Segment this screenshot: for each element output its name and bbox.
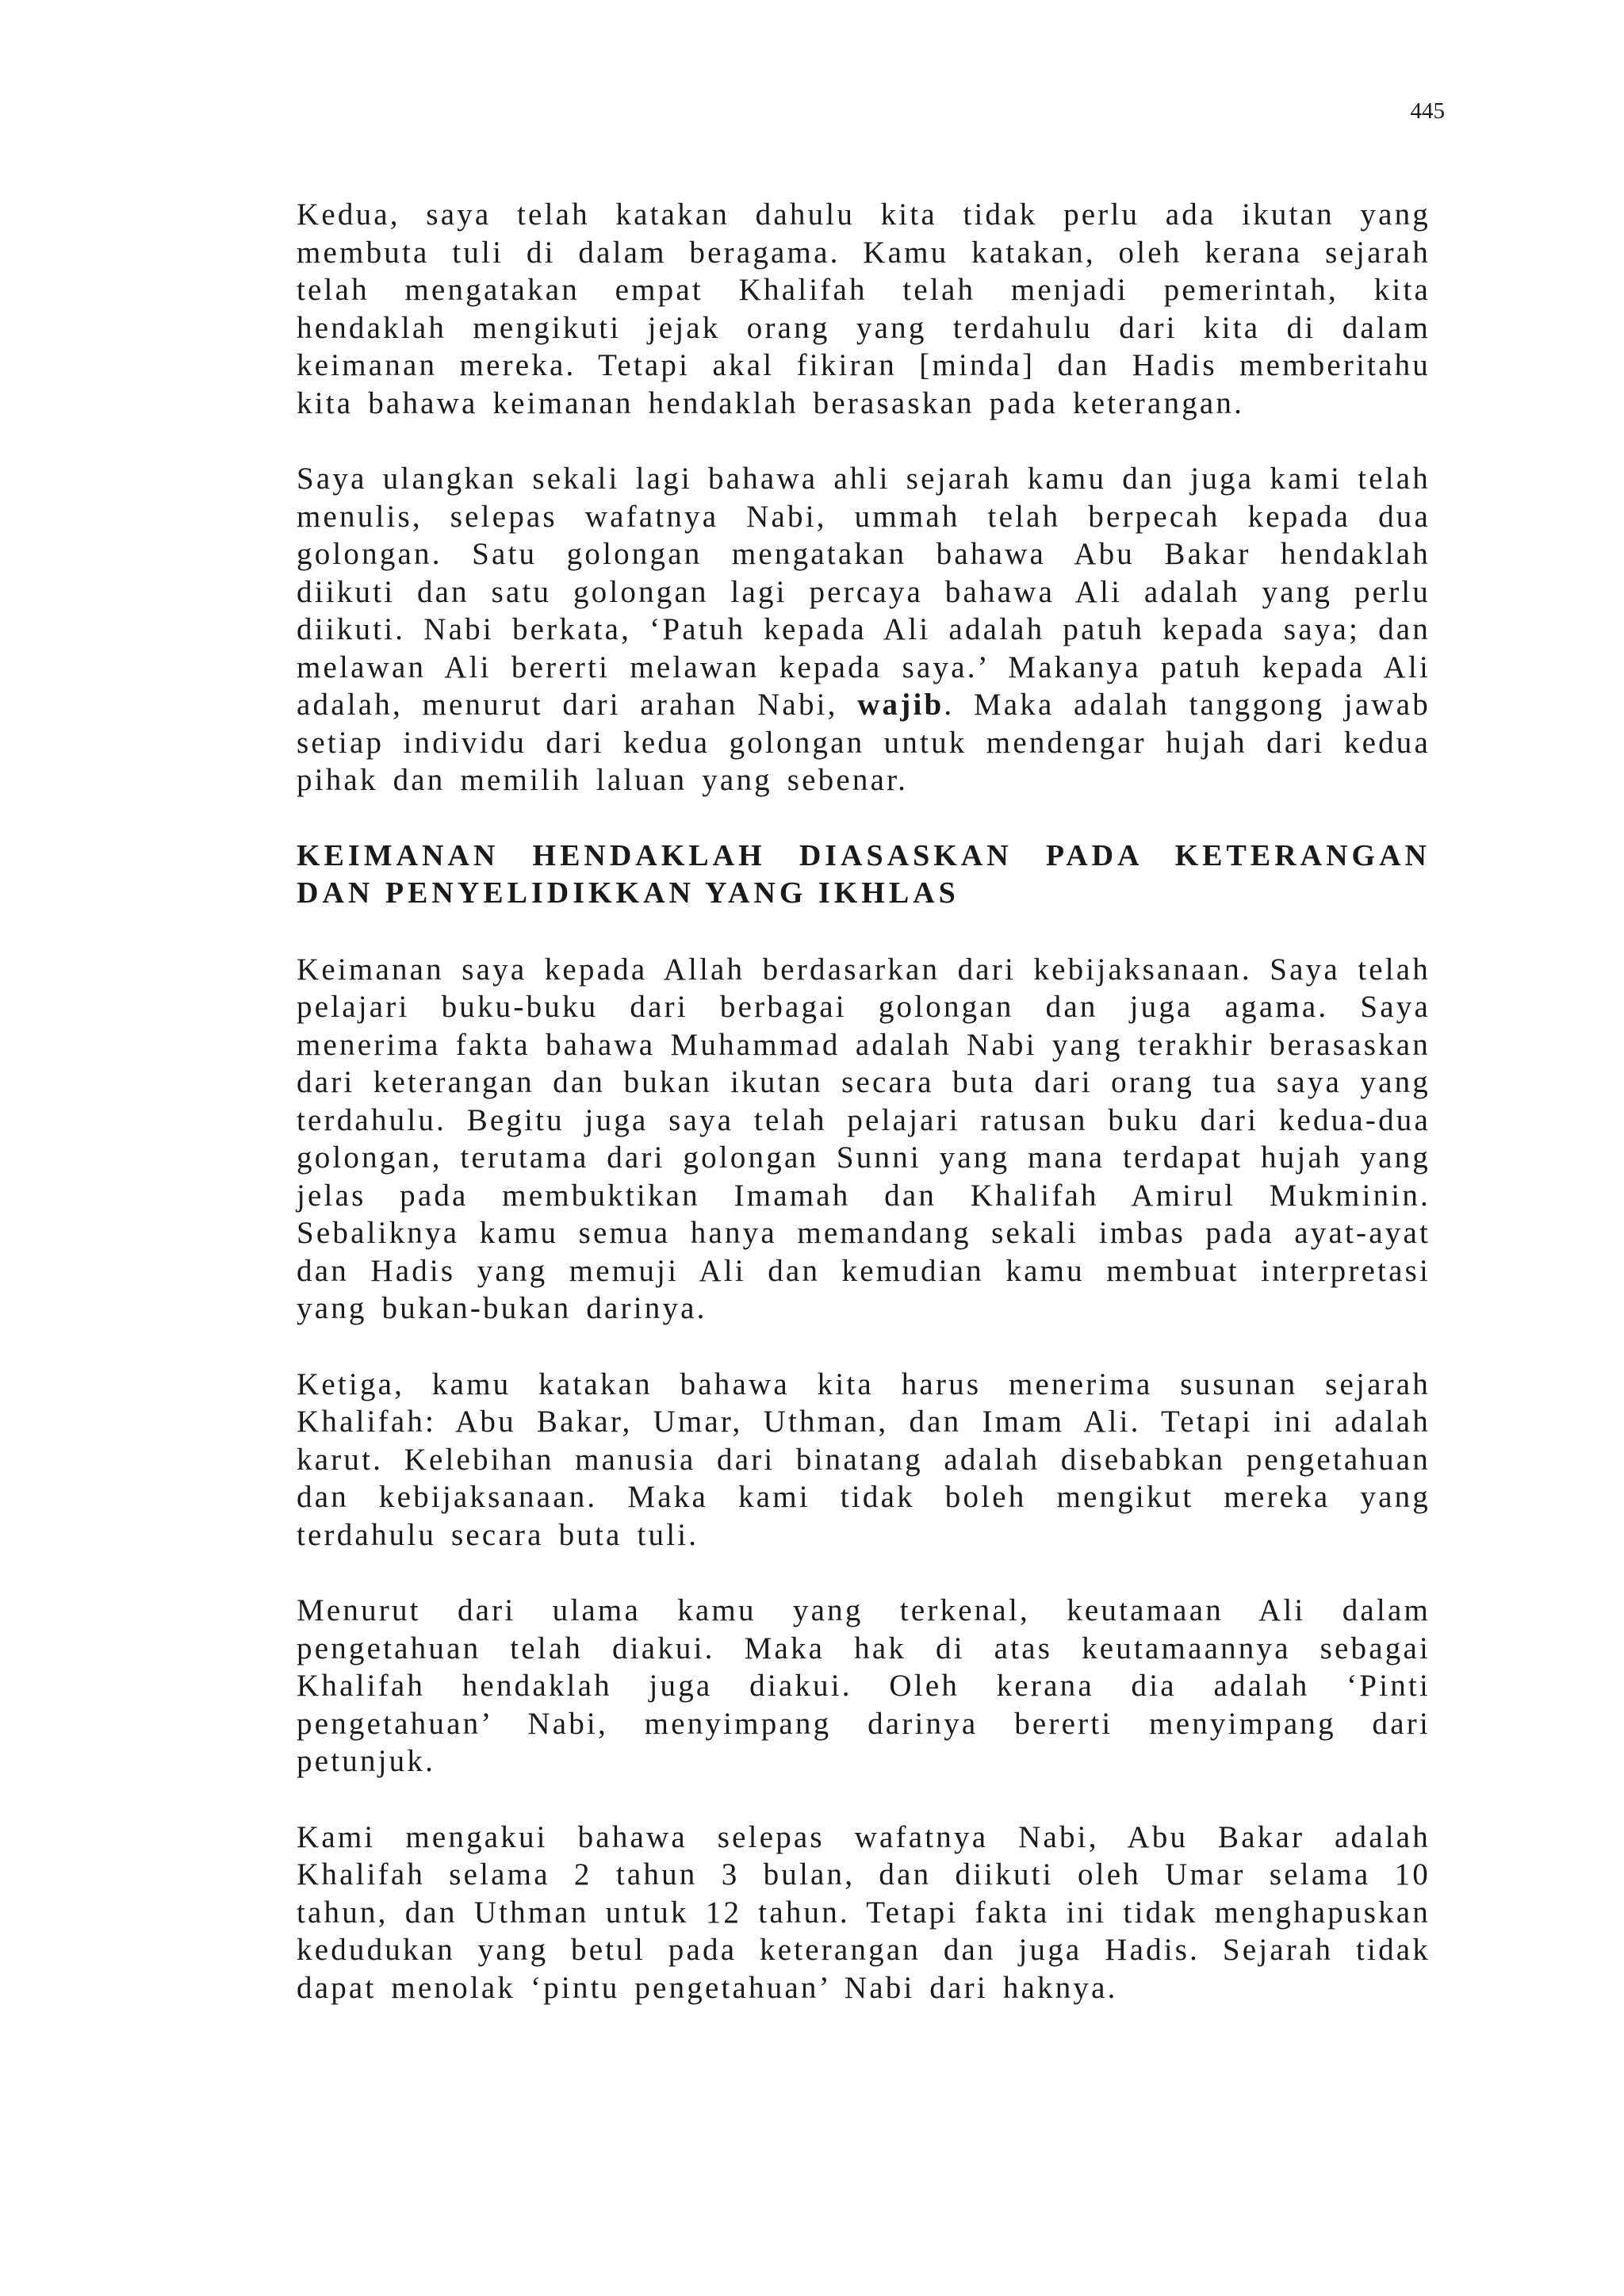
paragraph-2-text-start: Saya ulangkan sekali lagi bahawa ahli sejarah kamu dan juga kami telah menulis, selepas wafatnya Nabi, ummah telah berpecah kepada dua golongan. Satu golongan mengatakan bahawa Abu Bakar hendaklah diikuti dan satu golongan lagi percaya bahawa Ali adalah yang perlu diikuti. Nabi berkata, ‘Patuh kepada Ali adalah patuh kepada saya; dan melawan Ali bererti melawan kepada saya.’ Makanya patuh kepada Ali adalah, menurut dari arahan Nabi,	[297, 462, 1431, 722]
paragraph-4: Ketiga, kamu katakan bahawa kita harus menerima susunan sejarah Khalifah: Abu Bakar, Umar, Uthman, dan Imam Ali. Tetapi ini adalah karut. Kelebihan manusia dari binatang adalah disebabkan pengetahuan dan kebijaksanaan. Maka kami tidak boleh mengikut mereka yang terdahulu secara buta tuli.	[297, 1366, 1431, 1552]
paragraph-6: Kami mengakui bahawa selepas wafatnya Nabi, Abu Bakar adalah Khalifah selama 2 tahun 3 bulan, dan diikuti oleh Umar selama 10 tahun, dan Uthman untuk 12 tahun. Tetapi fakta ini tidak menghapuskan kedudukan yang betul pada keterangan dan juga Hadis. Sejarah tidak dapat menolak ‘pintu pengetahuan’ Nabi dari haknya.	[297, 1819, 1431, 2005]
page-number: 445	[1410, 98, 1445, 124]
paragraph-3: Keimanan saya kepada Allah berdasarkan dari kebijaksanaan. Saya telah pelajari buku-buku dari berbagai golongan dan juga agama. Saya menerima fakta bahawa Muhammad adalah Nabi yang terakhir berasaskan dari keterangan dan bukan ikutan secara buta dari orang tua saya yang terdahulu. Begitu juga saya telah pelajari ratusan buku dari kedua-dua golongan, terutama dari golongan Sunni yang mana terdapat hujah yang jelas pada membuktikan Imamah dan Khalifah Amirul Mukminin. Sebaliknya kamu semua hanya memandang sekali imbas pada ayat-ayat dan Hadis yang memuji Ali dan kemudian kamu membuat interpretasi yang bukan-bukan darinya.	[297, 952, 1431, 1325]
section-heading: KEIMANAN HENDAKLAH DIASASKAN PADA KETERANGAN DAN PENYELIDIKKAN YANG IKHLAS	[297, 838, 1431, 910]
paragraph-1: Kedua, saya telah katakan dahulu kita tidak perlu ada ikutan yang membuta tuli di dalam beragama. Kamu katakan, oleh kerana sejarah telah mengatakan empat Khalifah telah menjadi pemerintah, kita hendaklah mengikuti jejak orang yang terdahulu dari kita di dalam keimanan mereka. Tetapi akal fikiran [minda] dan Hadis memberitahu kita bahawa keimanan hendaklah berasaskan pada keterangan.	[297, 197, 1431, 420]
paragraph-2	[297, 460, 1431, 799]
document-body	[297, 196, 1431, 2045]
emphasis-wajib: wajib	[857, 688, 944, 722]
paragraph-5: Menurut dari ulama kamu yang terkenal, keutamaan Ali dalam pengetahuan telah diakui. Maka hak di atas keutamaannya sebagai Khalifah hendaklah juga diakui. Oleh kerana dia adalah ‘Pinti pengetahuan’ Nabi, menyimpang darinya bererti menyimpang dari petunjuk.	[297, 1593, 1431, 1778]
paragraph-2-text-end: . Maka adalah tanggong jawab setiap individu dari kedua golongan untuk mendengar hujah dari kedua pihak dan memilih laluan yang sebenar.	[297, 688, 1431, 797]
